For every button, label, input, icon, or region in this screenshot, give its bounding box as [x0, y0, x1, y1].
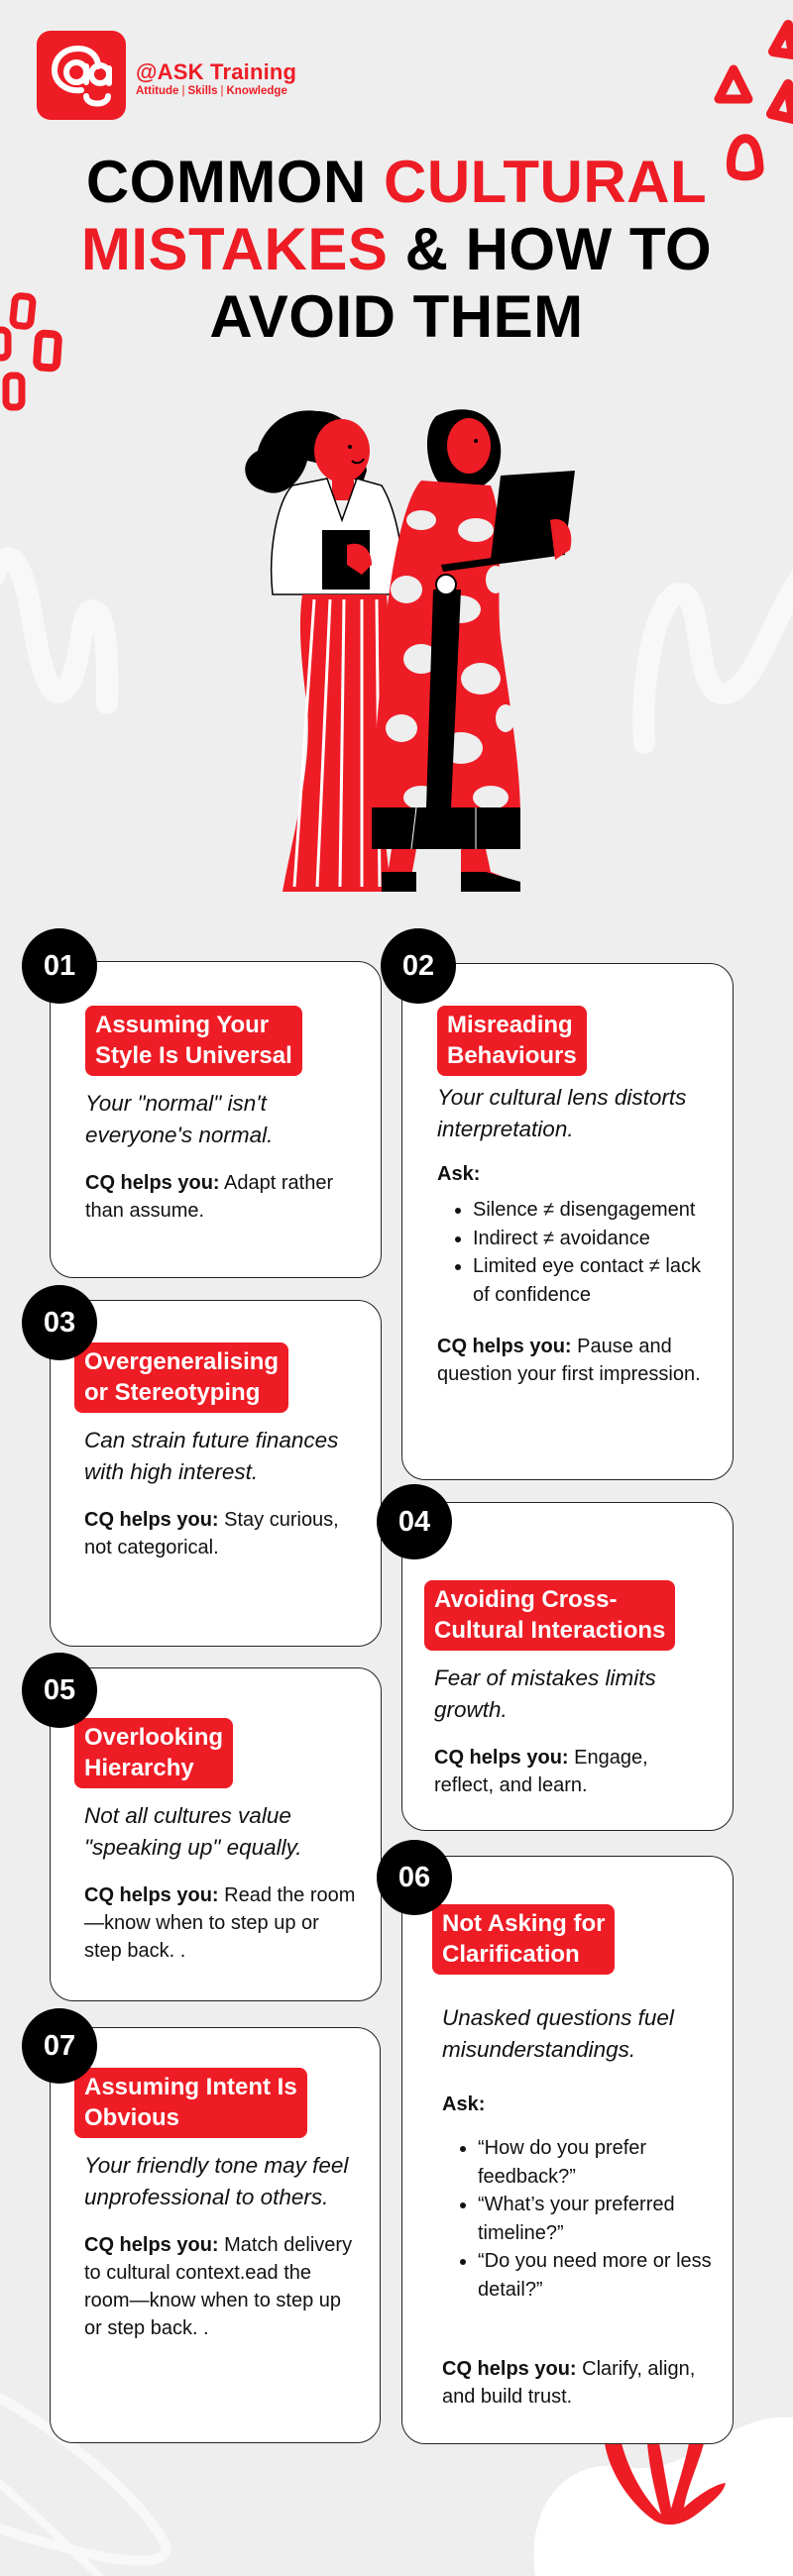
card-title-line: Assuming Intent Is — [84, 2074, 297, 2100]
ask-list — [437, 1196, 713, 1309]
card-title-line: Misreading — [447, 1012, 573, 1038]
card-title-line: Avoiding Cross- — [434, 1586, 618, 1613]
card-lead: Your friendly tone may feel unprofessional to others. — [84, 2153, 349, 2209]
card-title-line: or Stereotyping — [84, 1379, 261, 1406]
card-lead: Your "normal" isn't everyone's normal. — [85, 1091, 274, 1147]
cq-text: Read the room—know when to step up or step back. . — [84, 1884, 356, 1962]
ask-item: • Silence ≠ disengagement — [473, 1196, 713, 1225]
title-part-highlight: CULTURAL — [383, 149, 708, 215]
card-title-line: Behaviours — [447, 1042, 577, 1069]
tagline-skills: Skills — [187, 85, 218, 97]
cq-helps-text — [437, 1333, 713, 1388]
ask-item: • Indirect ≠ avoidance — [473, 1225, 713, 1253]
cq-label: CQ helps you: — [84, 2234, 219, 2256]
cq-text: Stay curious, not categorical. — [84, 1509, 339, 1558]
cq-helps-text — [74, 1881, 361, 1965]
card-title-tag — [424, 1580, 675, 1651]
ask-item: • “Do you need more or less detail?” — [478, 2247, 713, 2304]
mistake-card-06 — [401, 1856, 734, 2444]
card-lead: Your cultural lens distorts interpretation. — [437, 1085, 687, 1141]
number-badge-03: 03 — [22, 1285, 97, 1360]
ask-item: • “How do you prefer feedback?” — [478, 2134, 713, 2191]
ask-item: • Limited eye contact ≠ lack of confidence — [473, 1252, 713, 1309]
cq-text: Engage, reflect, and learn. — [434, 1747, 648, 1796]
brand-logo — [37, 31, 126, 120]
number-badge-01: 01 — [22, 928, 97, 1004]
card-title-line: Hierarchy — [84, 1755, 194, 1781]
title-part: COMMON — [85, 149, 384, 215]
cq-text: Clarify, align, and build trust. — [442, 2358, 696, 2408]
cq-label: CQ helps you: — [437, 1336, 572, 1357]
card-title-tag — [74, 2068, 307, 2138]
number-badge-05: 05 — [22, 1653, 97, 1728]
card-lead: Unasked questions fuel misunderstandings. — [442, 2005, 674, 2062]
brand-name: @ASK Training — [136, 59, 297, 84]
card-title-line: Overlooking — [84, 1724, 224, 1751]
ask-logo-icon — [37, 31, 126, 120]
number-badge-07: 07 — [22, 2008, 97, 2084]
two-women-illustration — [223, 391, 600, 892]
page-title — [0, 149, 793, 351]
card-lead: Fear of mistakes limits growth. — [434, 1665, 656, 1722]
tagline-knowledge: Knowledge — [226, 85, 287, 97]
mistake-card-03 — [50, 1300, 382, 1647]
ask-label: Ask: — [442, 2093, 486, 2115]
card-title-line: Assuming Your — [95, 1012, 270, 1038]
cq-helps-text — [74, 2231, 360, 2342]
red-leaf-plant-decoration — [600, 2443, 734, 2532]
cq-helps-text — [432, 2355, 713, 2411]
card-title-line: Style Is Universal — [95, 1042, 292, 1069]
background-wave-right-decoration — [615, 555, 793, 773]
cq-helps-text — [424, 1744, 713, 1799]
cq-label: CQ helps you: — [84, 1884, 219, 1906]
cq-label: CQ helps you: — [434, 1747, 569, 1769]
title-part-highlight: MISTAKES — [80, 216, 389, 282]
card-title-tag — [74, 1342, 288, 1413]
background-wave-left-decoration — [0, 535, 119, 753]
card-title-tag — [85, 1006, 302, 1076]
number-badge-02: 02 — [381, 928, 456, 1004]
cq-text: Match delivery to cultural context.ead the room—know when to step up or step back. . — [84, 2234, 353, 2339]
card-lead: Can strain future finances with high interest. — [84, 1428, 339, 1484]
card-lead: Not all cultures value "speaking up" equally. — [84, 1803, 302, 1860]
ask-list — [432, 2134, 713, 2304]
cq-helps-text — [74, 1506, 361, 1561]
cq-label: CQ helps you: — [85, 1172, 220, 1194]
brand-tagline: Attitude | Skills | Knowledge — [136, 85, 287, 97]
card-title-line: Overgeneralising — [84, 1348, 280, 1375]
cq-label: CQ helps you: — [84, 1509, 219, 1531]
mistake-card-05 — [50, 1667, 382, 2001]
card-title-tag — [74, 1718, 233, 1788]
mistake-card-01 — [50, 961, 382, 1278]
cq-helps-text — [85, 1169, 361, 1225]
card-title-line: Not Asking for — [442, 1910, 606, 1937]
card-title-tag — [437, 1006, 587, 1076]
card-title-line: Cultural Interactions — [434, 1617, 666, 1644]
title-part: AVOID THEM — [209, 283, 584, 350]
card-title-line: Obvious — [84, 2104, 180, 2131]
number-badge-04: 04 — [377, 1484, 452, 1559]
card-title-tag — [432, 1904, 615, 1975]
mistake-card-02 — [401, 963, 734, 1480]
number-badge-06: 06 — [377, 1840, 452, 1915]
cq-text: Pause and question your first impression. — [437, 1336, 701, 1385]
mistake-card-04 — [401, 1502, 734, 1831]
title-part: & HOW TO — [388, 216, 713, 282]
ask-item: • “What’s your preferred timeline?” — [478, 2191, 713, 2247]
card-title-line: Clarification — [442, 1941, 580, 1968]
mistake-card-07 — [50, 2027, 381, 2443]
cq-text: Adapt rather than assume. — [85, 1172, 334, 1222]
tagline-attitude: Attitude — [136, 85, 179, 97]
cq-label: CQ helps you: — [442, 2358, 577, 2380]
ask-label: Ask: — [437, 1163, 481, 1185]
